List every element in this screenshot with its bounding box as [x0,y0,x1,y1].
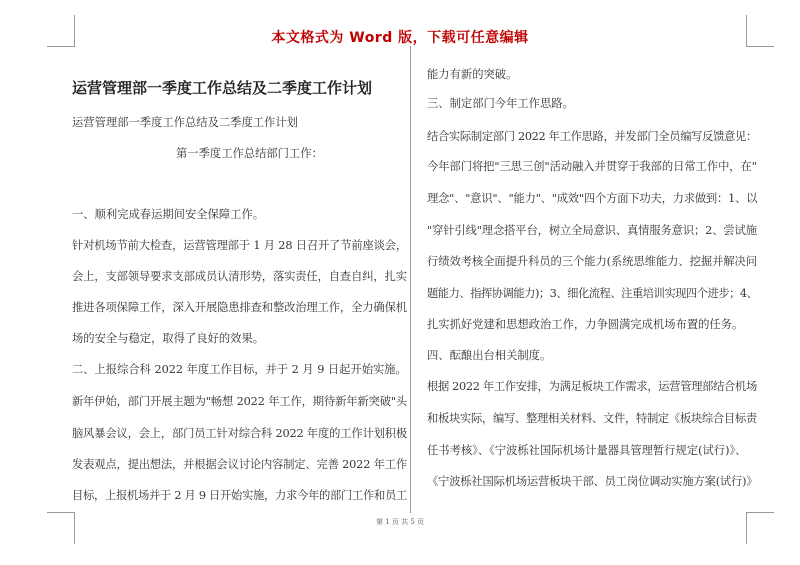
text-line: 和板块实际，编写、整理相关材料、文件，特制定《板块综合目标责 [427,412,757,425]
crop-mark [746,46,774,47]
text-line: 场的安全与稳定，取得了良好的效果。 [72,332,265,345]
crop-mark [746,512,774,513]
text-line: 推进各项保障工作，深入开展隐患排查和整改治理工作，全力确保机 [72,301,407,314]
text-line: 行绩效考核全面提升科员的三个能力(系统思维能力、挖掘并解决问 [427,255,758,268]
text-line: 目标，上报机场并于 2 月 9 日开始实施，力求今年的部门工作和员工 [72,489,408,502]
text-line: 发表观点，提出想法，并根据会议讨论内容制定、完善 2022 年工作 [72,458,407,471]
text-line: 能力有新的突破。 [427,68,518,81]
edit-banner: 本文格式为 Word 版，下载可任意编辑 [271,30,529,46]
crop-mark [47,512,75,513]
text-line: 三、制定部门今年工作思路。 [427,97,574,110]
document-title: 运营管理部一季度工作总结及二季度工作计划 [72,79,373,97]
text-line: 理念"、"意识"、"能力"、"成效"四个方面下功夫，力求做到：1、以 [427,192,758,205]
column-divider [410,46,411,513]
text-line: 一、顺利完成春运期间安全保障工作。 [72,208,265,221]
text-line: 四、酝酿出台相关制度。 [427,349,552,362]
text-line: 扎实抓好党建和思想政治工作，力争圆满完成机场布置的任务。 [427,318,744,331]
text-line: 会上，支部领导要求支部成员认清形势，落实责任，自查自纠，扎实 [72,270,407,283]
page-footer: 第 1 页 共 5 页 [375,518,425,526]
text-line: 《宁波栎社国际机场运营板块干部、员工岗位调动实施方案(试行)》 [427,475,758,488]
text-line: 第一季度工作总结部门工作： [176,147,323,160]
text-line: 今年部门将把"三思三创"活动融入并贯穿于我部的日常工作中，在" [427,160,757,173]
crop-mark [47,46,75,47]
text-line: 新年伊始，部门开展主题为"畅想 2022 年工作，期待新年新突破"头 [72,395,408,408]
text-line: 任书考核》、《宁波栎社国际机场计量器具管理暂行规定(试行)》、 [427,444,747,457]
text-line: "穿针引线"理念搭平台，树立全局意识、真情服务意识；2、尝试施 [427,224,757,237]
text-line: 脑风暴会议，会上，部门员工针对综合科 2022 年度的工作计划积极 [72,427,407,440]
text-line: 针对机场节前大检查，运营管理部于 1 月 28 日召开了节前座谈会， [72,239,407,252]
crop-mark [74,15,75,47]
crop-mark [746,15,747,47]
text-line: 运营管理部一季度工作总结及二季度工作计划 [72,116,298,129]
text-line: 结合实际制定部门 2022 年工作思路，并发部门全员编写反馈意见： [427,130,757,143]
text-line: 二、上报综合科 2022 年度工作目标，并于 2 月 9 日起开始实施。 [72,363,407,376]
text-line: 题能力、指挥协调能力)；3、细化流程、注重培训实现四个进步；4、 [427,287,758,300]
text-line: 根据 2022 年工作安排，为满足板块工作需求，运营管理部结合机场 [427,380,757,393]
